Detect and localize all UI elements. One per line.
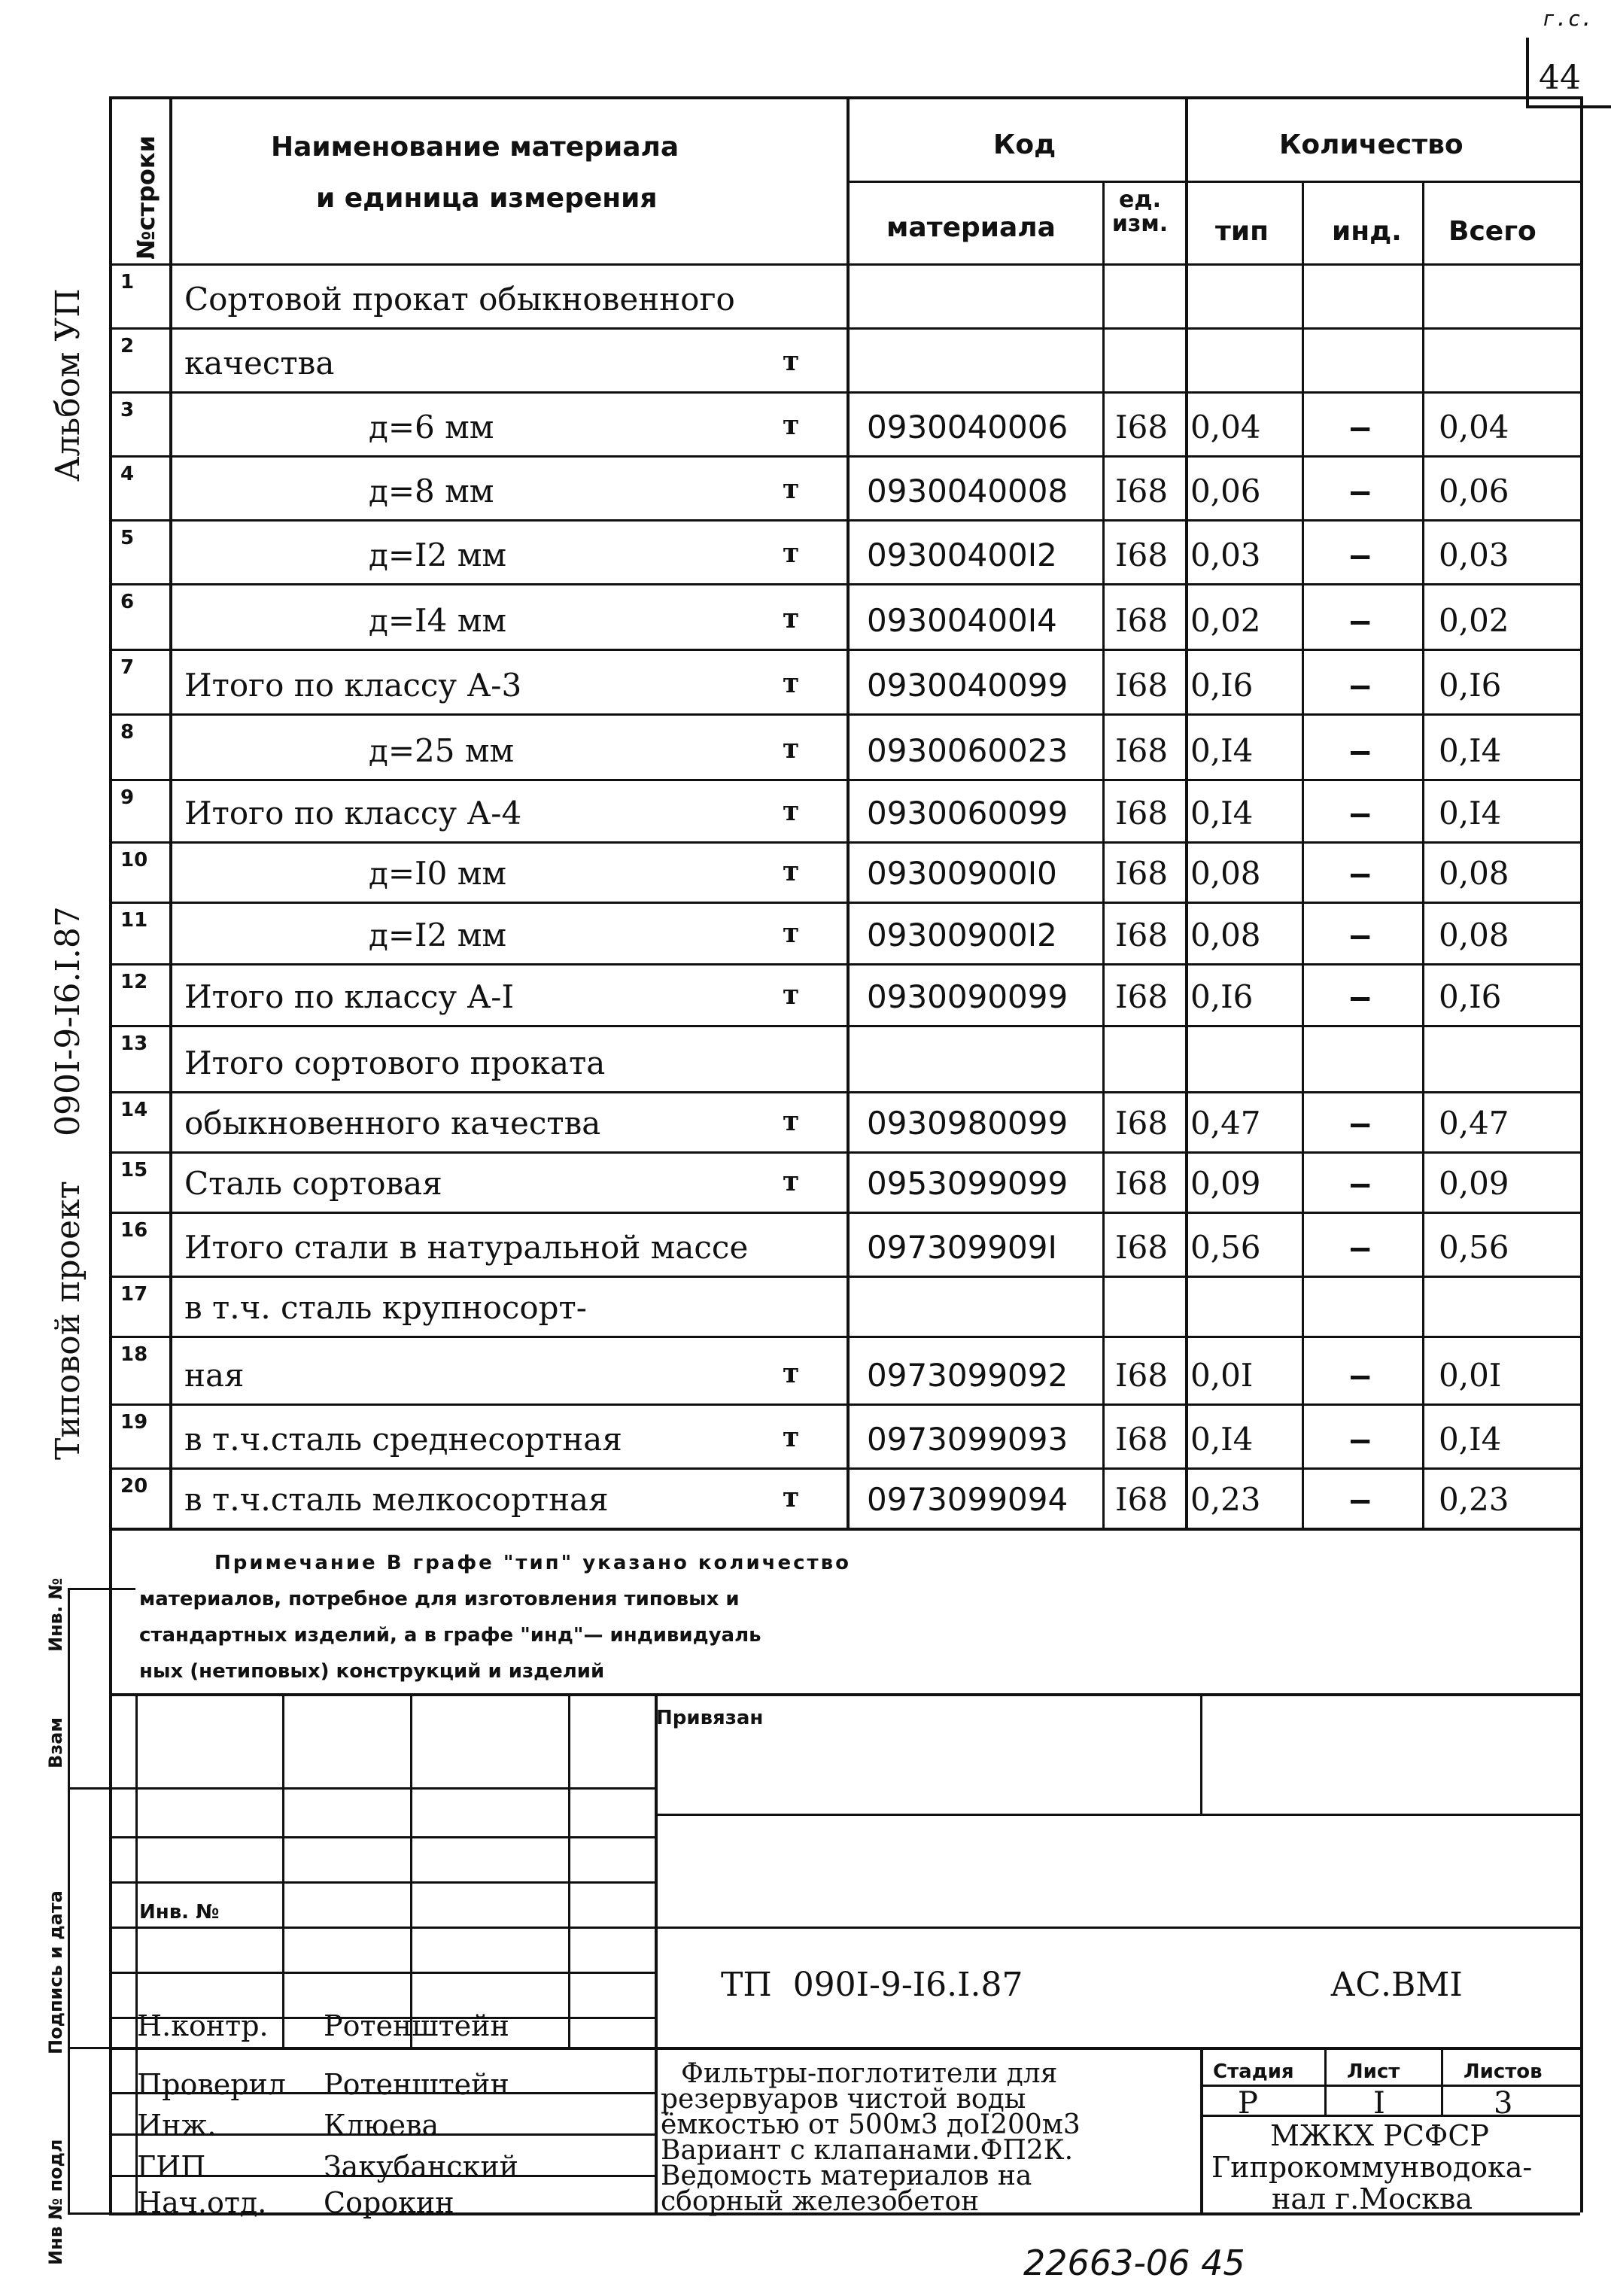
row-name: в т.ч. сталь крупносорт-: [184, 1289, 587, 1326]
table-bottom-rule: [109, 1528, 1580, 1531]
row-name: д=I4 мм: [369, 602, 507, 639]
row-number: 19: [120, 1411, 148, 1434]
project-type-label: Типовой проект: [49, 1181, 87, 1460]
doc-code: ТП 090I-9-I6.I.87: [721, 1966, 1023, 2004]
row-name: д=25 мм: [369, 732, 515, 769]
row-code: 0930040099: [867, 667, 1068, 704]
sheets-value: 3: [1494, 2086, 1513, 2121]
row-number: 3: [120, 399, 135, 421]
row-name: д=6 мм: [369, 409, 494, 446]
row-unit-code: I68: [1115, 795, 1169, 832]
row-qty-ind: –: [1351, 855, 1370, 892]
row-code: 0930980099: [867, 1105, 1068, 1142]
row-code: 0973099094: [867, 1481, 1068, 1518]
bound-label: Привязан: [656, 1707, 764, 1729]
row-unit-code: I68: [1115, 1421, 1169, 1458]
row-unit-symbol: т: [783, 473, 800, 505]
note-line-4: ных (нетиповых) конструкций и изделий: [139, 1660, 605, 1683]
note-line-1: Примечание В графе "тип" указано количество: [214, 1552, 851, 1574]
row-qty-total: 0,47: [1439, 1105, 1509, 1142]
margin-rule: [68, 2047, 135, 2049]
row-unit-symbol: т: [783, 409, 800, 441]
row-qty-ind: –: [1351, 537, 1370, 573]
margin-rule: [68, 1787, 135, 1790]
frame-left-rule: [109, 96, 112, 2212]
stamp-rule: [109, 1972, 655, 1974]
row-qty-ind: –: [1351, 409, 1370, 446]
signer-role: Нач.отд.: [137, 2186, 267, 2219]
row-code: 09300400I2: [867, 537, 1057, 573]
row-name: Итого стали в натуральной массе: [184, 1229, 749, 1266]
row-rule: [109, 1276, 1580, 1278]
row-qty-total: 0,03: [1439, 537, 1509, 573]
stamp-rule: [109, 2092, 655, 2094]
row-qty-total: 0,09: [1439, 1165, 1509, 1202]
signer-name: Клюева: [324, 2109, 439, 2142]
row-number: 11: [120, 909, 148, 932]
margin-rule: [68, 1588, 135, 1590]
row-name: Итого по классу А-3: [184, 667, 522, 704]
row-qty-type: 0,08: [1190, 917, 1261, 953]
row-unit-symbol: т: [783, 979, 800, 1011]
row-unit-symbol: т: [783, 795, 800, 827]
col-qty-rule: [1185, 96, 1188, 1528]
org-line-3: нал г.Москва: [1272, 2182, 1473, 2215]
row-qty-total: 0,I4: [1439, 732, 1502, 769]
row-name: Итого по классу А-I: [184, 978, 515, 1015]
side-podl: Инв № подл: [45, 2139, 66, 2265]
row-qty-ind: –: [1351, 1421, 1370, 1458]
sheet-value: I: [1373, 2086, 1385, 2121]
row-qty-type: 0,23: [1190, 1481, 1261, 1518]
stamp-rule: [109, 2047, 1580, 2050]
stamp-col-rule: [568, 1693, 570, 2047]
project-code-label: 090I-9-I6.I.87: [49, 906, 87, 1136]
signer-role: ГИП: [137, 2150, 206, 2183]
row-unit-symbol: т: [783, 1482, 800, 1513]
row-unit-symbol: т: [783, 668, 800, 699]
row-qty-type: 0,0I: [1190, 1357, 1254, 1394]
row-qty-ind: –: [1351, 602, 1370, 639]
signer-name: Закубанский: [324, 2150, 518, 2183]
stamp-rule: [109, 1881, 655, 1884]
stamp-rule: [109, 1787, 655, 1790]
row-qty-ind: –: [1351, 1165, 1370, 1202]
stamp-top-rule: [109, 1693, 1580, 1696]
header-code: Код: [993, 129, 1056, 160]
note-line-2: материалов, потребное для изготовления типовых и: [139, 1588, 740, 1610]
row-name: качества: [184, 345, 335, 382]
stamp-rule: [109, 2133, 655, 2136]
row-rule: [109, 1151, 1580, 1154]
margin-rule: [68, 2212, 135, 2215]
signer-role: Н.контр.: [137, 2009, 269, 2042]
row-rule: [109, 649, 1580, 651]
row-code: 0973099092: [867, 1357, 1068, 1394]
header-name-line2: и единица измерения: [316, 183, 658, 214]
stamp-rule: [655, 1814, 1580, 1816]
title-line: резервуаров чистой воды: [661, 2084, 1026, 2115]
stamp-col-rule: [410, 1693, 412, 2047]
row-unit-symbol: т: [783, 1358, 800, 1389]
margin-rule: [68, 1588, 70, 2212]
row-qty-total: 0,06: [1439, 473, 1509, 509]
row-qty-total: 0,08: [1439, 917, 1509, 953]
row-rule: [109, 1025, 1580, 1027]
row-qty-ind: –: [1351, 1357, 1370, 1394]
row-unit-code: I68: [1115, 1165, 1169, 1202]
row-qty-ind: –: [1351, 667, 1370, 704]
row-number: 1: [120, 271, 135, 293]
side-vzam: Взам: [45, 1717, 66, 1768]
col-number-rule: [169, 96, 172, 1528]
table-top-rule: [109, 96, 1580, 99]
side-sign-date: Подпись и дата: [45, 1890, 66, 2054]
header-type: тип: [1215, 216, 1269, 247]
row-number: 9: [120, 786, 135, 809]
row-number: 13: [120, 1032, 148, 1055]
header-ind: инд.: [1332, 216, 1402, 247]
row-unit-symbol: т: [783, 733, 800, 765]
row-unit-code: I68: [1115, 473, 1169, 509]
row-qty-type: 0,02: [1190, 602, 1261, 639]
row-number: 6: [120, 591, 135, 613]
row-qty-type: 0,I6: [1190, 667, 1254, 704]
row-code: 09300400I4: [867, 602, 1057, 639]
album-label: Альбом УП: [49, 288, 87, 482]
row-number: 5: [120, 527, 135, 549]
row-code: 0930060099: [867, 795, 1068, 832]
row-unit-symbol: т: [783, 345, 800, 377]
signer-name: Сорокин: [324, 2186, 454, 2219]
row-unit-symbol: т: [783, 856, 800, 887]
row-rule: [109, 902, 1580, 904]
row-name: в т.ч.сталь мелкосортная: [184, 1481, 609, 1518]
row-rule: [109, 841, 1580, 844]
row-unit-symbol: т: [783, 917, 800, 949]
row-qty-ind: –: [1351, 473, 1370, 509]
row-rule: [109, 455, 1580, 458]
stamp-col-rule: [1441, 2047, 1443, 2115]
note-line-3: стандартных изделий, а в графе "инд"— индивидуаль: [139, 1624, 761, 1647]
page-number: 44: [1539, 59, 1581, 97]
title-line: Ведомость материалов на: [661, 2161, 1032, 2191]
footer-code: 22663-06 45: [1023, 2243, 1245, 2283]
row-number: 17: [120, 1283, 148, 1306]
signer-name: Ротенштейн: [324, 2068, 509, 2101]
stamp-rule: [655, 1927, 1580, 1929]
stamp-col-rule: [135, 1693, 138, 2212]
header-quantity: Количество: [1279, 129, 1464, 160]
row-qty-type: 0,I4: [1190, 1421, 1254, 1458]
signer-name: Ротенштейн: [324, 2009, 509, 2042]
stamp-col-rule: [1200, 1693, 1202, 1814]
row-qty-total: 0,56: [1439, 1229, 1509, 1266]
row-qty-ind: –: [1351, 1481, 1370, 1518]
row-number: 2: [120, 335, 135, 357]
row-qty-ind: –: [1351, 917, 1370, 953]
signer-role: Проверил: [137, 2068, 287, 2101]
row-unit-symbol: т: [783, 1422, 800, 1453]
header-total: Всего: [1448, 216, 1537, 247]
row-unit-code: I68: [1115, 1229, 1169, 1266]
inv-label: Инв. №: [139, 1901, 220, 1923]
row-unit-symbol: т: [783, 1105, 800, 1137]
row-rule: [109, 713, 1580, 716]
row-code: 0930040008: [867, 473, 1068, 509]
row-unit-code: I68: [1115, 667, 1169, 704]
header-sub-rule: [847, 181, 1580, 183]
row-qty-ind: –: [1351, 1105, 1370, 1142]
row-unit-code: I68: [1115, 855, 1169, 892]
header-unit: ед. изм.: [1111, 187, 1169, 237]
header-row-number: №строки: [132, 135, 160, 260]
row-number: 20: [120, 1475, 148, 1498]
row-unit-symbol: т: [783, 603, 800, 634]
row-qty-ind: –: [1351, 978, 1370, 1015]
col-type-rule: [1302, 181, 1304, 1528]
row-code: 09300900I0: [867, 855, 1057, 892]
row-name: Сортовой прокат обыкновенного: [184, 281, 735, 318]
title-line: ёмкостью от 500м3 доI200м3: [661, 2109, 1081, 2140]
row-qty-total: 0,I4: [1439, 795, 1502, 832]
header-code-material: материала: [886, 212, 1056, 243]
stamp-rule: [109, 2017, 655, 2019]
stamp-rule: [1200, 2085, 1580, 2087]
row-rule: [109, 1336, 1580, 1338]
row-name: д=I2 мм: [369, 537, 507, 573]
col-ind-rule: [1422, 181, 1424, 1528]
row-unit-code: I68: [1115, 1105, 1169, 1142]
stamp-rule: [109, 2175, 655, 2177]
row-qty-total: 0,I6: [1439, 978, 1502, 1015]
title-line: Вариант с клапанами.ФП2К.: [661, 2135, 1074, 2166]
row-qty-total: 0,04: [1439, 409, 1509, 446]
org-line-1: МЖКХ РСФСР: [1270, 2119, 1489, 2152]
row-qty-type: 0,I6: [1190, 978, 1254, 1015]
row-qty-type: 0,06: [1190, 473, 1261, 509]
row-number: 8: [120, 721, 135, 744]
row-rule: [109, 519, 1580, 522]
title-line: сборный железобетон: [661, 2186, 980, 2217]
row-code: 097309909I: [867, 1229, 1057, 1266]
row-rule: [109, 963, 1580, 966]
row-name: Итого по классу А-4: [184, 795, 522, 832]
row-name: обыкновенного качества: [184, 1105, 601, 1142]
row-qty-total: 0,I4: [1439, 1421, 1502, 1458]
stamp-col-rule: [655, 1693, 658, 2212]
stamp-col-rule: [1324, 2047, 1327, 2115]
stamp-rule: [1200, 2115, 1580, 2117]
row-unit-code: I68: [1115, 1357, 1169, 1394]
row-unit-symbol: т: [783, 1166, 800, 1197]
row-name: д=I2 мм: [369, 917, 507, 953]
col-code-rule: [847, 96, 850, 1528]
stamp-col-rule: [1200, 2047, 1203, 2212]
row-qty-type: 0,56: [1190, 1229, 1261, 1266]
row-number: 7: [120, 656, 135, 679]
stage-label: Стадия: [1213, 2060, 1294, 2083]
row-number: 14: [120, 1099, 148, 1121]
stage-value: Р: [1238, 2086, 1258, 2121]
row-rule: [109, 1091, 1580, 1093]
row-number: 15: [120, 1159, 148, 1181]
row-name: д=I0 мм: [369, 855, 507, 892]
row-name: ная: [184, 1357, 245, 1394]
row-qty-total: 0,0I: [1439, 1357, 1502, 1394]
row-qty-total: 0,02: [1439, 602, 1509, 639]
sheets-label: Листов: [1464, 2060, 1543, 2083]
row-unit-code: I68: [1115, 917, 1169, 953]
row-rule: [109, 327, 1580, 330]
row-unit-code: I68: [1115, 602, 1169, 639]
stamp-rule: [109, 1927, 655, 1929]
row-number: 10: [120, 849, 148, 871]
row-qty-total: 0,23: [1439, 1481, 1509, 1518]
row-qty-type: 0,08: [1190, 855, 1261, 892]
row-qty-total: 0,I6: [1439, 667, 1502, 704]
row-unit-code: I68: [1115, 1481, 1169, 1518]
row-unit-symbol: т: [783, 537, 800, 569]
row-qty-ind: –: [1351, 732, 1370, 769]
sheet-mark: АС.ВМI: [1330, 1966, 1463, 2004]
row-qty-type: 0,04: [1190, 409, 1261, 446]
row-unit-code: I68: [1115, 732, 1169, 769]
row-rule: [109, 1403, 1580, 1406]
row-code: 0930040006: [867, 409, 1068, 446]
sheet-label: Лист: [1347, 2060, 1400, 2083]
frame-right-rule: [1580, 96, 1583, 2212]
row-qty-total: 0,08: [1439, 855, 1509, 892]
row-rule: [109, 1212, 1580, 1214]
row-unit-code: I68: [1115, 537, 1169, 573]
row-number: 4: [120, 463, 135, 485]
row-qty-type: 0,03: [1190, 537, 1261, 573]
row-qty-type: 0,47: [1190, 1105, 1261, 1142]
row-qty-ind: –: [1351, 1229, 1370, 1266]
row-qty-type: 0,I4: [1190, 795, 1254, 832]
corner-mark: г.с.: [1543, 6, 1594, 31]
header-name-line1: Наименование материала: [271, 132, 679, 163]
col-unit-rule: [1102, 181, 1105, 1528]
side-inv-no: Инв. №: [45, 1577, 66, 1652]
row-rule: [109, 1467, 1580, 1470]
row-number: 18: [120, 1343, 148, 1366]
row-rule: [109, 263, 1580, 266]
row-code: 09300900I2: [867, 917, 1057, 953]
row-number: 12: [120, 971, 148, 993]
stamp-rule: [109, 1836, 655, 1838]
row-qty-ind: –: [1351, 795, 1370, 832]
row-code: 0953099099: [867, 1165, 1068, 1202]
row-name: Сталь сортовая: [184, 1165, 442, 1202]
row-code: 0973099093: [867, 1421, 1068, 1458]
row-name: д=8 мм: [369, 473, 494, 509]
row-name: в т.ч.сталь среднесортная: [184, 1421, 622, 1458]
title-line: Фильтры-поглотители для: [681, 2058, 1058, 2089]
row-code: 0930090099: [867, 978, 1068, 1015]
row-number: 16: [120, 1219, 148, 1242]
row-rule: [109, 391, 1580, 394]
stamp-col-rule: [282, 1693, 284, 2047]
row-unit-code: I68: [1115, 409, 1169, 446]
row-unit-code: I68: [1115, 978, 1169, 1015]
org-line-2: Гипрокоммунводока-: [1211, 2151, 1533, 2184]
row-qty-type: 0,09: [1190, 1165, 1261, 1202]
row-rule: [109, 779, 1580, 781]
row-code: 0930060023: [867, 732, 1068, 769]
row-qty-type: 0,I4: [1190, 732, 1254, 769]
signer-role: Инж.: [137, 2109, 217, 2142]
row-name: Итого сортового проката: [184, 1045, 606, 1081]
stamp-bottom-rule: [109, 2212, 1580, 2215]
row-rule: [109, 583, 1580, 585]
